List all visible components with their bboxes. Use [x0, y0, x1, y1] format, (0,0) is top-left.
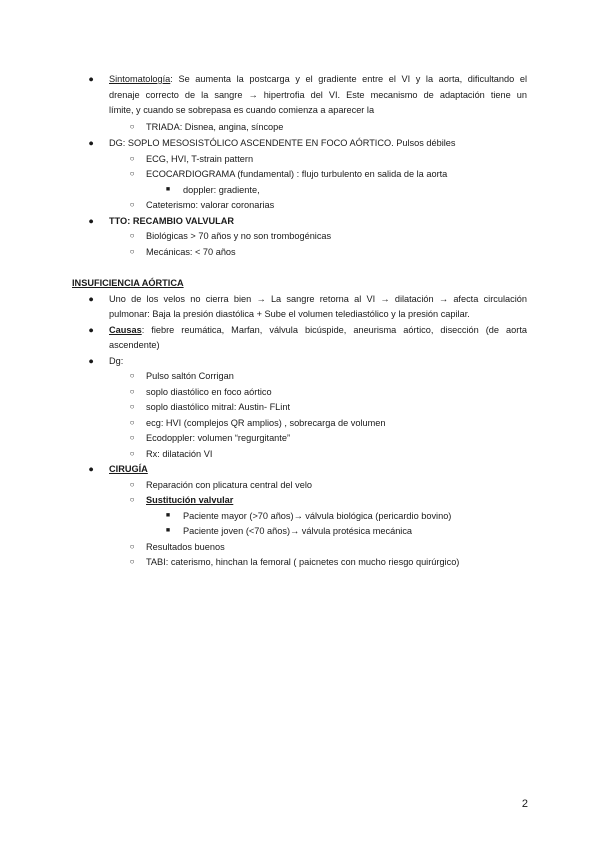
causas-line2: ascendente)	[109, 340, 160, 350]
dg-ia-item: soplo diastólico mitral: Austin- FLint	[146, 402, 290, 412]
definition-line2: pulmonar: Baja la presión diastólica + Sube el volumen telediastólico y la presión capilar.	[109, 309, 470, 319]
dg-ia-item: soplo diastólico en foco aórtico	[146, 387, 272, 397]
definition-line1: Uno de los velos no cierra bien → La sangre retorna al VI → dilatación → afecta circulación	[109, 294, 527, 304]
cirugia-item: Resultados buenos	[146, 542, 225, 552]
dg-item: Cateterismo: valorar coronarias	[146, 200, 275, 210]
dg-item: ECOCARDIOGRAMA (fundamental) : flujo turbulento en salida de la aorta	[146, 169, 448, 179]
bullet-circle: ○	[129, 247, 135, 256]
triada-item: TRIADA: Disnea, angina, síncope	[146, 122, 284, 132]
dg-item: ECG, HVI, T-strain pattern	[146, 154, 254, 164]
bullet-circle: ○	[129, 231, 135, 240]
bullet-circle: ○	[129, 169, 135, 178]
bullet-dot: ●	[88, 356, 94, 366]
bullet-circle: ○	[129, 449, 135, 458]
bullet-circle: ○	[129, 418, 135, 427]
sustitucion-subitem: Paciente joven (<70 años)→ válvula protésica mecánica	[183, 526, 413, 536]
bullet-circle: ○	[129, 557, 135, 566]
bullet-circle: ○	[129, 154, 135, 163]
bullet-circle: ○	[129, 387, 135, 396]
dg-ia-item: Pulso saltón Corrigan	[146, 371, 234, 381]
bullet-circle: ○	[129, 371, 135, 380]
sintomatologia-line3: límite, y cuando se sobrepasa es cuando comienza a aparecer la	[109, 105, 375, 115]
bullet-dot: ●	[88, 325, 94, 335]
tto-label: TTO: RECAMBIO VALVULAR	[109, 216, 235, 226]
bullet-circle: ○	[129, 200, 135, 209]
dg-ia-item: Ecodoppler: volumen “regurgitante”	[146, 433, 291, 443]
causas-line1: Causas: fiebre reumática, Marfan, válvula bicúspide, aneurisma aórtico, disección (de aorta	[109, 325, 527, 335]
cirugia-label: CIRUGÍA	[109, 464, 148, 474]
dg-ia-item: Rx: dilatación VI	[146, 449, 213, 459]
tto-item: Biológicas > 70 años y no son trombogénicas	[146, 231, 332, 241]
bullet-square: ■	[165, 512, 171, 519]
tto-item: Mecánicas: < 70 años	[146, 247, 236, 257]
sintomatologia-line2: drenaje correcto de la sangre → hipertrofia del VI. Este mecanismo de adaptación tiene un	[109, 90, 527, 100]
bullet-circle: ○	[129, 402, 135, 411]
section-heading: INSUFICIENCIA AÓRTICA	[72, 278, 184, 288]
bullet-dot: ●	[88, 464, 94, 474]
dg-subitem: doppler: gradiente,	[183, 185, 260, 195]
bullet-square: ■	[165, 186, 171, 193]
dg-ia-item: ecg: HVI (complejos QR amplios) , sobrecarga de volumen	[146, 418, 386, 428]
sustitucion-subitem: Paciente mayor (>70 años)→ válvula biológica (pericardio bovino)	[183, 511, 452, 521]
cirugia-item: Sustitución valvular	[146, 495, 234, 505]
bullet-circle: ○	[129, 122, 135, 131]
bullet-square: ■	[165, 527, 171, 534]
bullet-circle: ○	[129, 542, 135, 551]
bullet-dot: ●	[88, 74, 94, 84]
bullet-dot: ●	[88, 294, 94, 304]
bullet-circle: ○	[129, 433, 135, 442]
bullet-circle: ○	[129, 495, 135, 504]
page-number: 2	[521, 798, 528, 810]
cirugia-item: TABI: caterismo, hinchan la femoral ( paicnetes con mucho riesgo quirúrgico)	[146, 557, 460, 567]
sintomatologia-label: Sintomatología	[109, 74, 171, 84]
bullet-dot: ●	[88, 138, 94, 148]
bullet-circle: ○	[129, 480, 135, 489]
dg-estenosis: DG: SOPLO MESOSISTÓLICO ASCENDENTE EN FOCO AÓRTICO. Pulsos débiles	[109, 138, 456, 148]
cirugia-item: Reparación con plicatura central del velo	[146, 480, 312, 490]
dg-label: Dg:	[109, 356, 124, 366]
bullet-dot: ●	[88, 216, 94, 226]
sintomatologia-line1: Sintomatología: Se aumenta la postcarga y el gradiente entre el VI y la aorta, dificultando el	[109, 74, 527, 84]
